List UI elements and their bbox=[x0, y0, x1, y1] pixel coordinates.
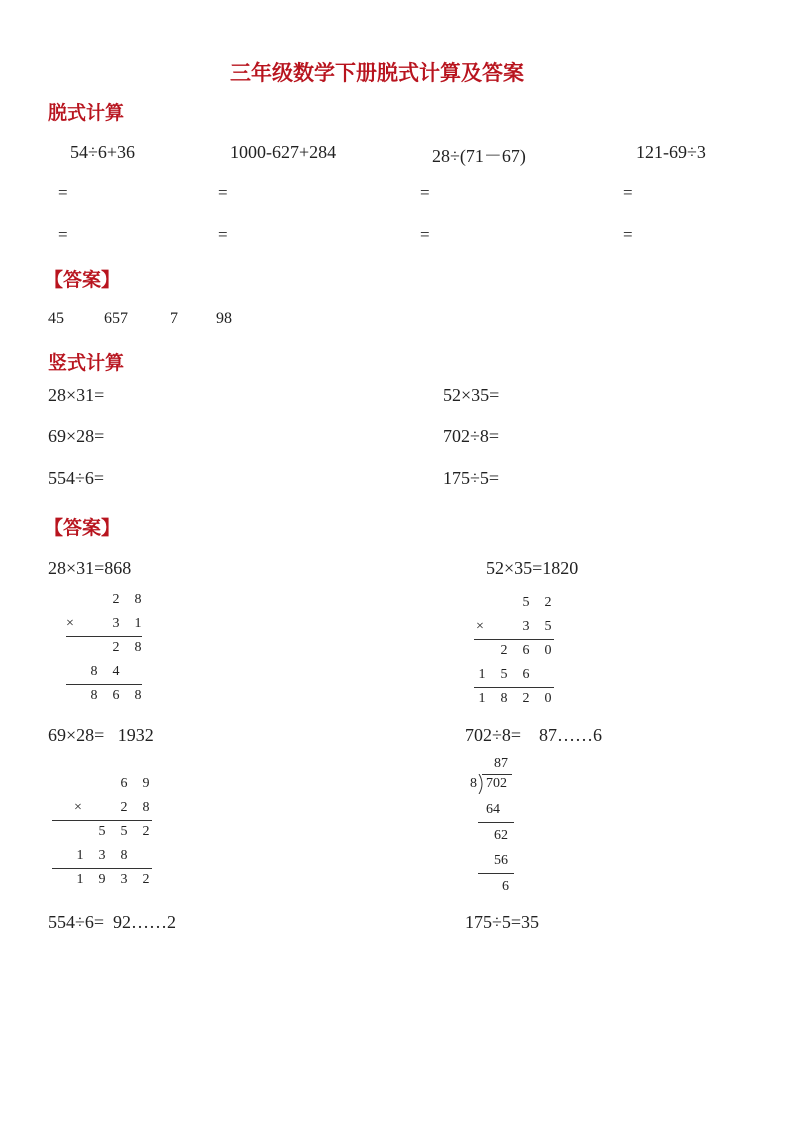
vanswer-1: 28×31=868 bbox=[48, 558, 132, 578]
divisor: 8 bbox=[470, 776, 477, 791]
digit: 2 bbox=[522, 691, 530, 706]
vproblem-1: 28×31= bbox=[48, 385, 105, 405]
answer-heading-2: 【答案】 bbox=[44, 517, 121, 539]
digit: 1 bbox=[76, 848, 84, 863]
divider-line bbox=[66, 636, 142, 637]
equals-sign: = bbox=[58, 183, 68, 202]
digit: 1 bbox=[134, 616, 142, 631]
vertical-multiplication-28x31 bbox=[62, 592, 142, 712]
divider-line bbox=[478, 822, 514, 823]
digit: 3 bbox=[120, 872, 128, 887]
digit: 2 bbox=[142, 824, 150, 839]
divider-line bbox=[478, 873, 514, 874]
division-step: 56 bbox=[494, 853, 508, 868]
vertical-multiplication-69x28 bbox=[52, 776, 152, 896]
digit: 5 bbox=[500, 667, 508, 682]
multiply-sign: × bbox=[66, 616, 74, 631]
section-heading-vertical: 竖式计算 bbox=[48, 352, 125, 374]
quotient: 87 bbox=[494, 756, 508, 771]
vertical-multiplication-52x35 bbox=[472, 595, 556, 715]
divider-line bbox=[474, 687, 554, 688]
problem-4: 121-69÷3 bbox=[636, 142, 706, 162]
divider-line bbox=[66, 684, 142, 685]
equals-sign: = bbox=[420, 183, 430, 202]
answer-2: 657 bbox=[104, 310, 128, 327]
equals-sign: = bbox=[218, 225, 228, 244]
vanswer-2: 52×35=1820 bbox=[486, 558, 579, 578]
digit: 2 bbox=[112, 592, 120, 607]
digit: 9 bbox=[98, 872, 106, 887]
digit: 2 bbox=[500, 643, 508, 658]
digit: 0 bbox=[544, 643, 552, 658]
division-bracket-icon bbox=[478, 774, 486, 794]
vproblem-4: 702÷8= bbox=[443, 426, 500, 446]
digit: 3 bbox=[522, 619, 530, 634]
remainder: 6 bbox=[502, 879, 509, 894]
divider-line bbox=[52, 820, 152, 821]
vanswer-5: 554÷6= 92……2 bbox=[48, 912, 177, 932]
equals-sign: = bbox=[420, 225, 430, 244]
multiply-sign: × bbox=[476, 619, 484, 634]
digit: 5 bbox=[522, 595, 530, 610]
digit: 6 bbox=[112, 688, 120, 703]
equals-sign: = bbox=[623, 225, 633, 244]
multiply-sign: × bbox=[74, 800, 82, 815]
divider-line bbox=[52, 868, 152, 869]
digit: 8 bbox=[134, 592, 142, 607]
answer-4: 98 bbox=[216, 310, 232, 327]
digit: 2 bbox=[142, 872, 150, 887]
vproblem-5: 554÷6= bbox=[48, 468, 105, 488]
digit: 8 bbox=[500, 691, 508, 706]
digit: 6 bbox=[522, 643, 530, 658]
vproblem-3: 69×28= bbox=[48, 426, 105, 446]
digit: 3 bbox=[112, 616, 120, 631]
digit: 4 bbox=[112, 664, 120, 679]
problem-3: 28÷(71－67) bbox=[432, 146, 526, 166]
digit: 6 bbox=[522, 667, 530, 682]
vproblem-6: 175÷5= bbox=[443, 468, 500, 488]
digit: 5 bbox=[120, 824, 128, 839]
digit: 8 bbox=[134, 640, 142, 655]
long-division-702-by-8 bbox=[468, 756, 528, 896]
answer-heading-1: 【答案】 bbox=[44, 269, 121, 291]
digit: 8 bbox=[120, 848, 128, 863]
digit: 8 bbox=[134, 688, 142, 703]
vanswer-3: 69×28= 1932 bbox=[48, 725, 154, 745]
problem-1: 54÷6+36 bbox=[70, 142, 136, 162]
digit: 5 bbox=[544, 619, 552, 634]
equals-sign: = bbox=[218, 183, 228, 202]
digit: 8 bbox=[142, 800, 150, 815]
divider-line bbox=[474, 639, 554, 640]
digit: 2 bbox=[544, 595, 552, 610]
digit: 0 bbox=[544, 691, 552, 706]
section-heading-oral: 脱式计算 bbox=[48, 102, 125, 124]
digit: 8 bbox=[90, 664, 98, 679]
digit: 1 bbox=[478, 691, 486, 706]
digit: 6 bbox=[120, 776, 128, 791]
vanswer-4: 702÷8= 87……6 bbox=[465, 725, 603, 745]
division-step: 62 bbox=[494, 828, 508, 843]
division-step: 64 bbox=[486, 802, 500, 817]
digit: 8 bbox=[90, 688, 98, 703]
digit: 5 bbox=[98, 824, 106, 839]
problem-2: 1000-627+284 bbox=[230, 142, 337, 162]
dividend: 702 bbox=[486, 776, 507, 791]
digit: 1 bbox=[478, 667, 486, 682]
answer-1: 45 bbox=[48, 310, 64, 327]
digit: 9 bbox=[142, 776, 150, 791]
equals-sign: = bbox=[623, 183, 633, 202]
page-title: 三年级数学下册脱式计算及答案 bbox=[230, 61, 524, 85]
vanswer-6: 175÷5=35 bbox=[465, 912, 540, 932]
division-bar bbox=[482, 774, 512, 775]
digit: 1 bbox=[76, 872, 84, 887]
equals-sign: = bbox=[58, 225, 68, 244]
answer-3: 7 bbox=[170, 310, 178, 327]
digit: 2 bbox=[120, 800, 128, 815]
digit: 2 bbox=[112, 640, 120, 655]
digit: 3 bbox=[98, 848, 106, 863]
vproblem-2: 52×35= bbox=[443, 385, 500, 405]
